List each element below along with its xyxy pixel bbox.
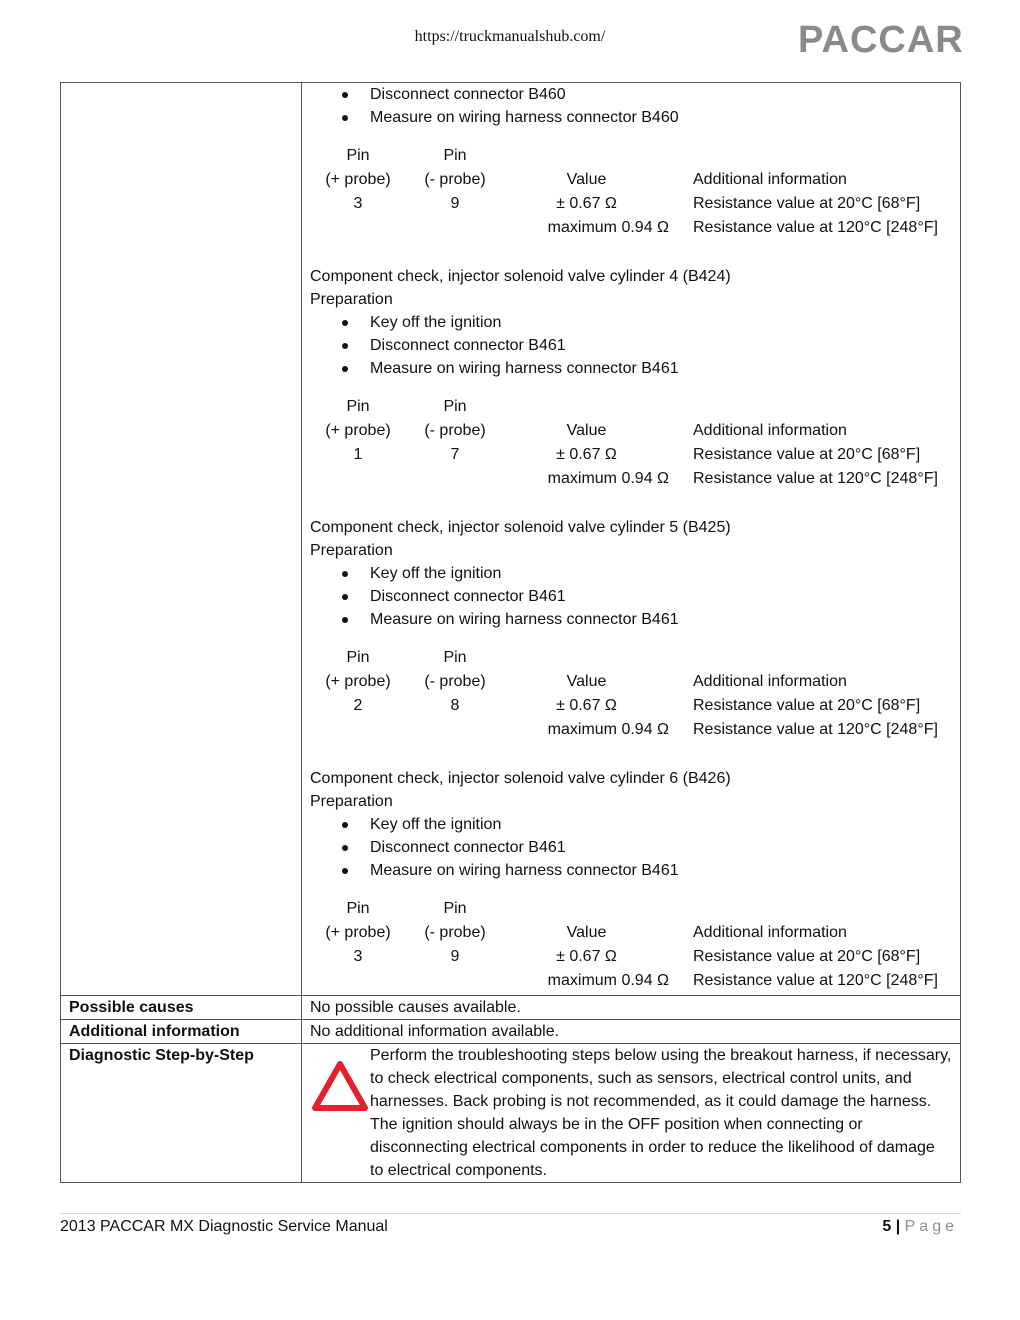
info-cell: Resistance value at 20°C [68°F] <box>693 697 921 714</box>
preparation-label: Preparation <box>310 542 393 559</box>
pin-header: (- probe) <box>424 422 486 439</box>
diagnostic-step-label: Diagnostic Step-by-Step <box>61 1044 302 1183</box>
pin-header: (- probe) <box>424 171 486 188</box>
pin-plus: 3 <box>353 195 363 212</box>
value-header: Value <box>566 422 607 439</box>
pin-table <box>310 395 938 491</box>
pin-header: Pin <box>346 147 370 164</box>
pin-minus: 8 <box>450 697 460 714</box>
pin-header: Pin <box>443 649 467 666</box>
pin-minus: 9 <box>450 195 460 212</box>
pin-header: (+ probe) <box>325 673 391 690</box>
pin-header: (+ probe) <box>325 171 391 188</box>
info-cell: Resistance value at 120°C [248°F] <box>693 470 938 487</box>
info-cell: Resistance value at 120°C [248°F] <box>693 721 938 738</box>
bullet-list <box>310 83 952 129</box>
list-item: Disconnect connector B460 <box>370 83 952 106</box>
bullet-list <box>310 311 952 380</box>
pin-plus: 3 <box>353 948 363 965</box>
page-separator: | <box>895 1218 901 1235</box>
value-cell: maximum 0.94 Ω <box>547 219 669 236</box>
info-header: Additional information <box>693 171 847 188</box>
empty-label-cell <box>61 83 302 996</box>
pin-minus: 7 <box>450 446 460 463</box>
warning-triangle-icon <box>310 1058 370 1114</box>
list-item: Measure on wiring harness connector B460 <box>370 106 952 129</box>
pin-header: Pin <box>346 398 370 415</box>
list-item: Measure on wiring harness connector B461 <box>370 357 952 380</box>
info-cell: Resistance value at 120°C [248°F] <box>693 219 938 236</box>
list-item: Disconnect connector B461 <box>370 585 952 608</box>
pin-header: (- probe) <box>424 673 486 690</box>
page-word: Page <box>904 1218 958 1235</box>
additional-information-value: No additional information available. <box>302 1020 961 1044</box>
pin-header: Pin <box>443 398 467 415</box>
list-item: Key off the ignition <box>370 813 952 836</box>
value-cell: maximum 0.94 Ω <box>547 721 669 738</box>
additional-information-label: Additional information <box>61 1020 302 1044</box>
footer-divider <box>60 1213 961 1214</box>
section-title: Component check, injector solenoid valve cylinder 5 (B425) <box>310 519 731 536</box>
possible-causes-value: No possible causes available. <box>302 996 961 1020</box>
value-cell: maximum 0.94 Ω <box>547 470 669 487</box>
page-number: 5 <box>882 1218 892 1235</box>
component-check-cell <box>302 83 961 996</box>
value-cell: ± 0.67 Ω <box>556 195 617 212</box>
pin-header: Pin <box>346 649 370 666</box>
value-cell: ± 0.67 Ω <box>556 697 617 714</box>
value-cell: ± 0.67 Ω <box>556 446 617 463</box>
footer-manual-title: 2013 PACCAR MX Diagnostic Service Manual <box>60 1218 388 1235</box>
pin-header: (- probe) <box>424 924 486 941</box>
pin-minus: 9 <box>450 948 460 965</box>
info-header: Additional information <box>693 673 847 690</box>
pin-header: Pin <box>443 147 467 164</box>
list-item: Disconnect connector B461 <box>370 836 952 859</box>
pin-header: (+ probe) <box>325 422 391 439</box>
pin-plus: 2 <box>353 697 363 714</box>
diagnostic-warning-text: Perform the troubleshooting steps below using the breakout harness, if necessary, to check electrical components, such as sensors, electrical control units, and harnesses. Back probing is not recommended, as it could damage the harness. The ignition should always be in the OFF position when connecting or disconnecting electrical components in order to reduce the likelihood of damage to electrical components. <box>370 1047 952 1179</box>
table-row <box>61 996 961 1020</box>
info-cell: Resistance value at 20°C [68°F] <box>693 195 921 212</box>
source-url[interactable]: https://truckmanualshub.com/ <box>414 28 606 45</box>
preparation-label: Preparation <box>310 793 393 810</box>
list-item: Disconnect connector B461 <box>370 334 952 357</box>
value-header: Value <box>566 171 607 188</box>
preparation-label: Preparation <box>310 291 393 308</box>
table-row <box>61 1020 961 1044</box>
pin-table <box>310 144 938 240</box>
section-title: Component check, injector solenoid valve cylinder 6 (B426) <box>310 770 731 787</box>
list-item: Measure on wiring harness connector B461 <box>370 608 952 631</box>
info-cell: Resistance value at 120°C [248°F] <box>693 972 938 989</box>
bullet-list <box>310 813 952 882</box>
pin-plus: 1 <box>353 446 363 463</box>
pin-header: Pin <box>346 900 370 917</box>
list-item: Key off the ignition <box>370 311 952 334</box>
info-cell: Resistance value at 20°C [68°F] <box>693 446 921 463</box>
list-item: Measure on wiring harness connector B461 <box>370 859 952 882</box>
list-item: Key off the ignition <box>370 562 952 585</box>
info-header: Additional information <box>693 422 847 439</box>
value-header: Value <box>566 924 607 941</box>
diagnostic-step-cell <box>302 1044 961 1183</box>
table-row <box>61 83 961 996</box>
table-row <box>61 1044 961 1183</box>
paccar-logo: PACCAR <box>798 19 964 61</box>
pin-table <box>310 646 938 742</box>
footer-page-indicator <box>882 1218 958 1236</box>
possible-causes-label: Possible causes <box>61 996 302 1020</box>
section-title: Component check, injector solenoid valve cylinder 4 (B424) <box>310 268 731 285</box>
bullet-list <box>310 562 952 631</box>
info-cell: Resistance value at 20°C [68°F] <box>693 948 921 965</box>
pin-header: (+ probe) <box>325 924 391 941</box>
value-header: Value <box>566 673 607 690</box>
pin-table <box>310 897 938 993</box>
diagnostic-table <box>60 82 961 1183</box>
info-header: Additional information <box>693 924 847 941</box>
value-cell: maximum 0.94 Ω <box>547 972 669 989</box>
value-cell: ± 0.67 Ω <box>556 948 617 965</box>
pin-header: Pin <box>443 900 467 917</box>
